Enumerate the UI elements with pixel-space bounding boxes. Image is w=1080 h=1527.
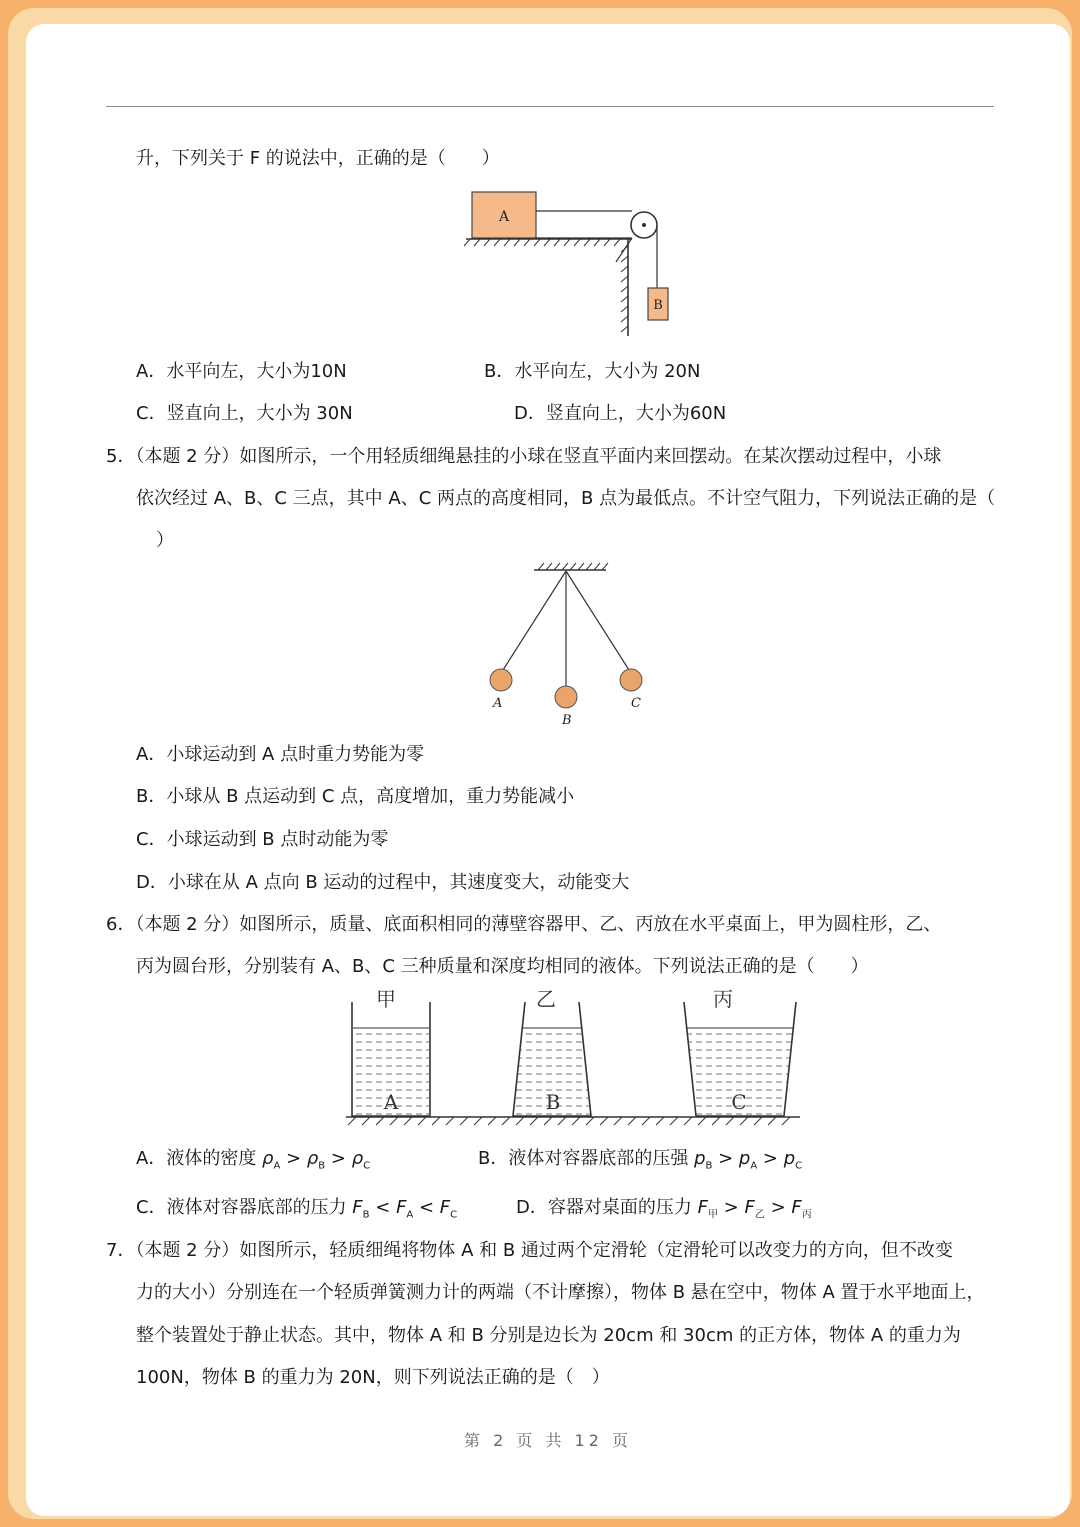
ground-hatching bbox=[348, 1117, 790, 1125]
q6-stem-line2: 丙为圆台形，分别装有 A、B、C 三种质量和深度均相同的液体。下列说法正确的是（ ） bbox=[136, 956, 869, 977]
q4-option-a: A．水平向左，大小为10N bbox=[136, 361, 347, 382]
liquid-a-label: A bbox=[383, 1090, 399, 1114]
q7-stem-line1: 7．（本题 2 分）如图所示，轻质细绳将物体 A 和 B 通过两个定滑轮（定滑轮可以改变力的方向，但不改变 bbox=[106, 1240, 953, 1261]
q5-option-a: A．小球运动到 A 点时重力势能为零 bbox=[136, 744, 425, 765]
q5-stem-line2: 依次经过 A、B、C 三点，其中 A、C 两点的高度相同，B 点为最低点。不计空气阻力，下列说法正确的是（ bbox=[136, 488, 996, 509]
q5-option-b: B．小球从 B 点运动到 C 点，高度增加，重力势能减小 bbox=[136, 786, 575, 807]
q5-pendulum-figure bbox=[476, 559, 656, 729]
q7-stem-line2: 力的大小）分别连在一个轻质弹簧测力计的两端（不计摩擦），物体 B 悬在空中，物体 A 置于水平地面上， bbox=[136, 1282, 985, 1303]
q5-stem-line3: ） bbox=[156, 530, 174, 551]
label-yi: 乙 bbox=[536, 987, 556, 1011]
ball-a-label: A bbox=[493, 696, 503, 711]
block-b-label: B bbox=[653, 298, 663, 313]
q6-option-a: A．液体的密度 $\rho_A > \rho_B > \rho_C$ bbox=[136, 1148, 371, 1172]
ball-b bbox=[555, 686, 577, 708]
q5-stem-line1: 5．（本题 2 分）如图所示，一个用轻质细绳悬挂的小球在竖直平面内来回摆动。在某次摆动过程中，小球 bbox=[106, 446, 942, 467]
q6-option-b: B．液体对容器底部的压强 $p_B > p_A > p_C$ bbox=[478, 1148, 803, 1172]
q7-stem-line4: 100N，物体 B 的重力为 20N，则下列说法正确的是（ ） bbox=[136, 1367, 610, 1388]
q7-stem-line3: 整个装置处于静止状态。其中，物体 A 和 B 分别是边长为 20cm 和 30cm 的正方体，物体 A 的重力为 bbox=[136, 1325, 961, 1346]
ball-c-label: C bbox=[631, 696, 641, 711]
wall-hatching bbox=[621, 246, 628, 332]
q4-stem-continuation: 升，下列关于 F 的说法中，正确的是（ ） bbox=[136, 148, 500, 169]
ceiling-hatching bbox=[538, 563, 608, 570]
q6-option-d: D．容器对桌面的压力 $F_甲 > F_乙 > F_丙$ bbox=[516, 1197, 812, 1221]
page-number-footer: 第 2 页 共 12 页 bbox=[464, 1431, 632, 1450]
ball-c bbox=[620, 669, 642, 691]
q5-option-c: C．小球运动到 B 点时动能为零 bbox=[136, 829, 389, 850]
q6-stem-line1: 6．（本题 2 分）如图所示，质量、底面积相同的薄壁容器甲、乙、丙放在水平桌面上，甲为圆柱形，乙、 bbox=[106, 914, 942, 935]
page-frame bbox=[8, 8, 1072, 1519]
ball-b-label: B bbox=[562, 713, 572, 728]
q6-containers-figure bbox=[326, 982, 806, 1132]
ball-a bbox=[490, 669, 512, 691]
q4-pulley-figure bbox=[456, 184, 676, 339]
liquid-b-label: B bbox=[545, 1090, 561, 1114]
table-hatching bbox=[464, 239, 620, 246]
q6-option-c: C．液体对容器底部的压力 $F_B < F_A < F_C$ bbox=[136, 1197, 458, 1221]
document-page bbox=[26, 24, 1070, 1516]
liquid-c-label: C bbox=[731, 1090, 747, 1114]
q4-option-d: D．竖直向上，大小为60N bbox=[514, 403, 727, 424]
label-jia: 甲 bbox=[376, 987, 396, 1011]
block-a-label: A bbox=[498, 209, 510, 225]
header-rule bbox=[106, 106, 994, 107]
label-bing: 丙 bbox=[713, 987, 733, 1011]
q4-option-b: B．水平向左，大小为 20N bbox=[484, 361, 701, 382]
q5-option-d: D．小球在从 A 点向 B 运动的过程中，其速度变大，动能变大 bbox=[136, 872, 630, 893]
q4-option-c: C．竖直向上，大小为 30N bbox=[136, 403, 353, 424]
